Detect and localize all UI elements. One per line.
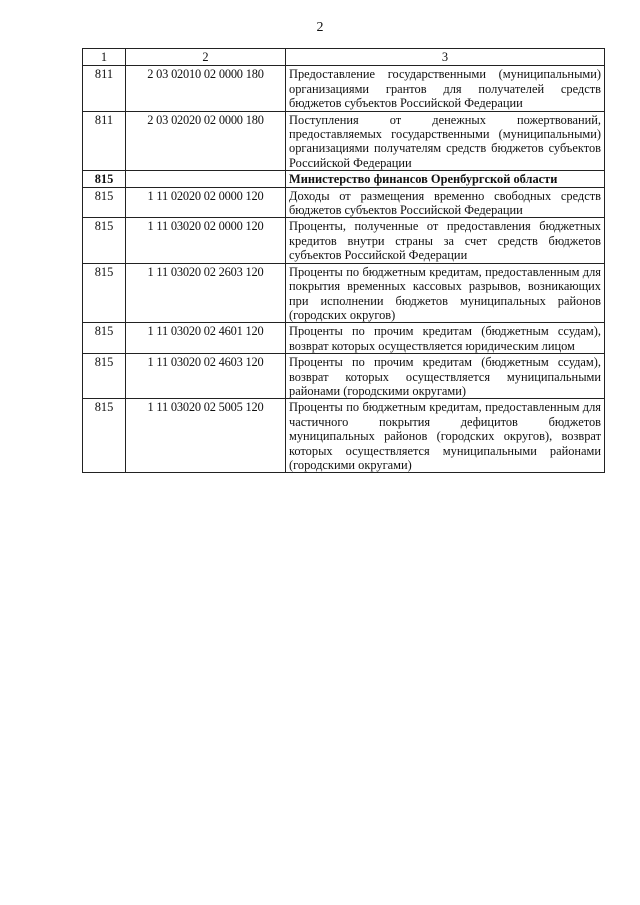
revenue-name-cell: Проценты, полученные от предоставления бюджетных кредитов внутри страны за счет средств бюджетов субъектов Российской Федерации — [286, 218, 605, 263]
table-header-row — [83, 49, 605, 66]
revenue-name-cell: Проценты по прочим кредитам (бюджетным ссудам), возврат которых осуществляется муниципальными районами (городскими округами) — [286, 354, 605, 399]
table-row — [83, 354, 605, 399]
table-row-section-heading — [83, 171, 605, 187]
table-row — [83, 263, 605, 323]
admin-code-cell: 811 — [83, 66, 126, 111]
admin-code-cell: 815 — [83, 399, 126, 473]
admin-code-cell: 815 — [83, 323, 126, 354]
admin-code-cell: 815 — [83, 263, 126, 323]
revenue-name-cell: Проценты по бюджетным кредитам, предоставленным для частичного покрытия дефицитов бюджетов муниципальных районов (городских округов), возврат которых осуществляется муниципальными районами (городскими округами) — [286, 399, 605, 473]
table-row — [83, 66, 605, 111]
revenue-name-cell: Доходы от размещения временно свободных средств бюджетов субъектов Российской Федерации — [286, 187, 605, 218]
table-row — [83, 323, 605, 354]
table-row — [83, 111, 605, 171]
revenue-name-cell: Предоставление государственными (муниципальными) организациями грантов для получателей средств бюджетов субъектов Российской Федерации — [286, 66, 605, 111]
revenue-code-cell: 1 11 03020 02 5005 120 — [126, 399, 286, 473]
table-row — [83, 399, 605, 473]
revenue-codes-table — [82, 48, 605, 473]
header-col-1: 1 — [83, 49, 126, 66]
revenue-code-cell: 1 11 03020 02 4601 120 — [126, 323, 286, 354]
revenue-code-cell: 1 11 03020 02 2603 120 — [126, 263, 286, 323]
admin-code-cell: 811 — [83, 111, 126, 171]
page-number: 2 — [316, 20, 324, 35]
admin-code-cell: 815 — [83, 218, 126, 263]
header-col-3: 3 — [286, 49, 605, 66]
revenue-name-cell: Проценты по бюджетным кредитам, предоставленным для покрытия временных кассовых разрывов, возникающих при исполнении бюджетов муниципальных районов (городских округов) — [286, 263, 605, 323]
revenue-code-cell: 1 11 03020 02 4603 120 — [126, 354, 286, 399]
revenue-code-cell: 1 11 03020 02 0000 120 — [126, 218, 286, 263]
admin-code-cell: 815 — [83, 354, 126, 399]
table-row — [83, 187, 605, 218]
revenue-code-cell: 2 03 02010 02 0000 180 — [126, 66, 286, 111]
table-row — [83, 218, 605, 263]
admin-code-cell: 815 — [83, 171, 126, 187]
admin-code-cell: 815 — [83, 187, 126, 218]
revenue-code-cell: 1 11 02020 02 0000 120 — [126, 187, 286, 218]
revenue-code-cell — [126, 171, 286, 187]
ministry-name-cell: Министерство финансов Оренбургской области — [286, 171, 605, 187]
revenue-name-cell: Проценты по прочим кредитам (бюджетным ссудам), возврат которых осуществляется юридическим лицом — [286, 323, 605, 354]
revenue-name-cell: Поступления от денежных пожертвований, предоставляемых государственными (муниципальными) организациями получателям средств бюджетов субъектов Российской Федерации — [286, 111, 605, 171]
revenue-code-cell: 2 03 02020 02 0000 180 — [126, 111, 286, 171]
header-col-2: 2 — [126, 49, 286, 66]
